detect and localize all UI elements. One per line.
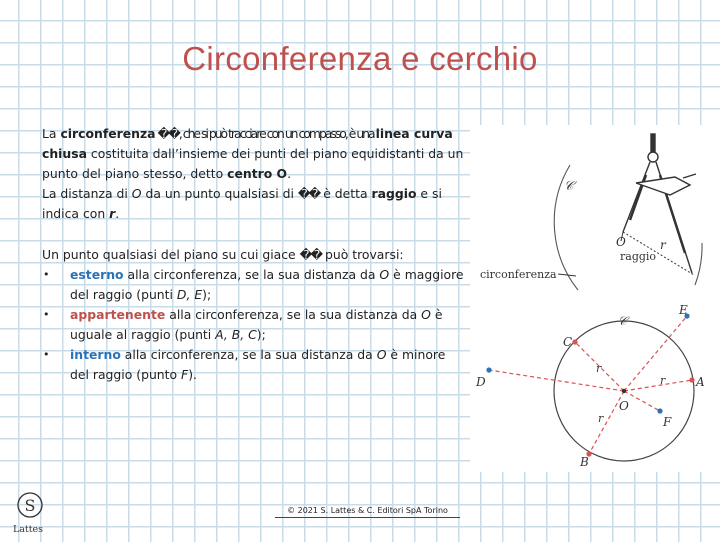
point-f xyxy=(657,408,662,413)
radius-word-label: raggio xyxy=(620,250,657,263)
logo-glyph-icon: S xyxy=(24,496,36,515)
label-f: F xyxy=(663,415,672,429)
compass-figure xyxy=(470,125,720,305)
radius-letter-label: r xyxy=(660,238,666,252)
point-d xyxy=(486,367,491,372)
paragraph-intro-list: Un punto qualsiasi del piano su cui giace �� può trovarsi: xyxy=(42,247,404,262)
term-centro: centro O xyxy=(227,166,288,181)
label-d: D xyxy=(476,375,486,389)
label-c: C xyxy=(563,335,573,349)
paragraph-definition: La circonferenza ��, che si può tracciare con un compasso, è una linea curva chiusa costituita dall’insieme dei punti del piano equidistanti da un punto del piano stesso, detto centro O. xyxy=(42,126,464,181)
point-a xyxy=(689,377,694,382)
circonferenza-label: circonferenza xyxy=(480,268,557,281)
points-figure xyxy=(470,300,720,472)
list-item-esterno: • esterno alla circonferenza, se la sua distanza da O è maggiore del raggio (punti D, E); xyxy=(42,265,467,305)
paragraph-raggio: La distanza di O da un punto qualsiasi di �� è detta raggio e si indica con r. xyxy=(42,186,442,221)
radius-label-a: r xyxy=(660,374,666,387)
term-raggio: raggio xyxy=(371,186,417,201)
label-o: O xyxy=(619,399,629,413)
radius-label-b: r xyxy=(598,412,604,425)
center-label: O xyxy=(616,235,626,249)
page-title: Circonferenza e cerchio xyxy=(182,40,538,77)
curly-c-label: 𝒞 xyxy=(618,314,627,328)
term-circonferenza: circonferenza xyxy=(60,126,156,141)
label-a: A xyxy=(696,375,705,389)
radius-label-c: r xyxy=(596,362,602,375)
list-item-interno: • interno alla circonferenza, se la sua distanza da O è minore del raggio (punto F). xyxy=(42,345,467,385)
copyright-footer: © 2021 S. Lattes & C. Editori SpA Torino xyxy=(275,506,460,518)
term-linea-curva-chiusa: linea curva chiusa xyxy=(42,126,453,161)
text-content xyxy=(42,124,467,385)
point-c xyxy=(572,339,577,344)
point-o xyxy=(622,389,626,393)
publisher-logo xyxy=(10,490,50,538)
label-b: B xyxy=(580,455,589,469)
curly-c-label: 𝒞 xyxy=(564,179,574,194)
label-e: E xyxy=(679,303,688,317)
list-item-appartenente: • appartenente alla circonferenza, se la sua distanza da O è uguale al raggio (punti A, B, C); xyxy=(42,305,467,345)
logo-text: Lattes xyxy=(12,524,44,535)
